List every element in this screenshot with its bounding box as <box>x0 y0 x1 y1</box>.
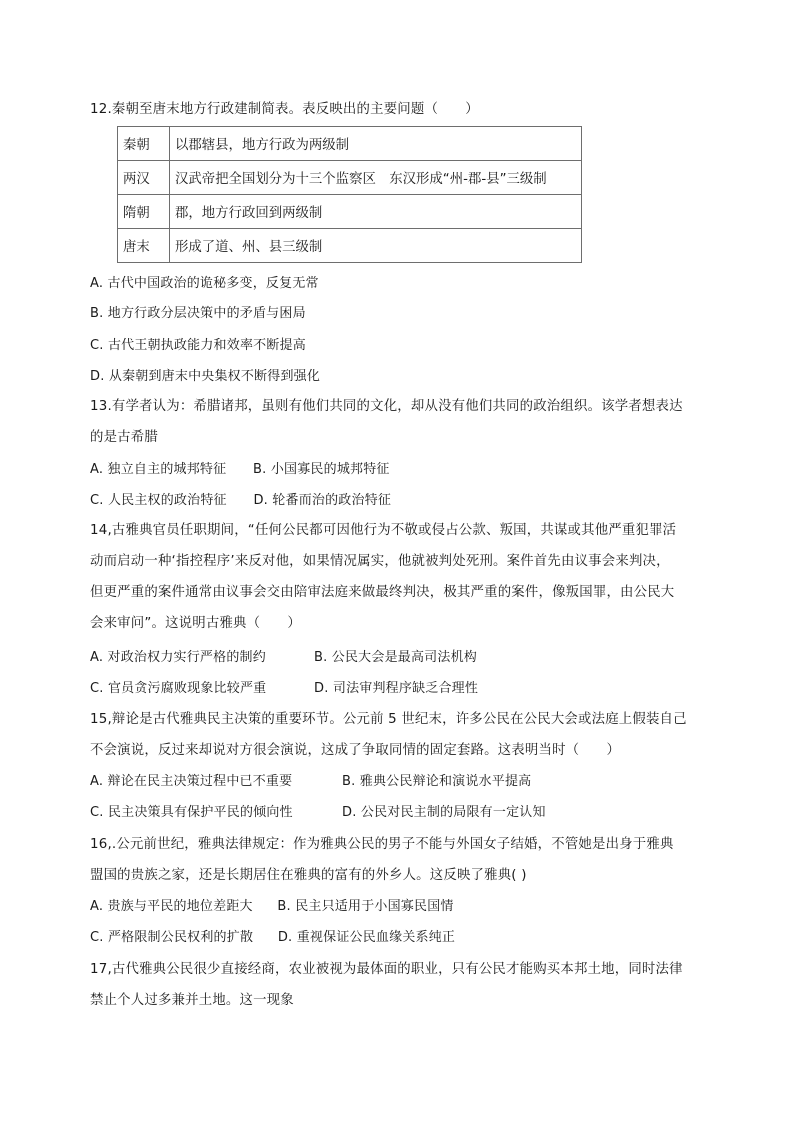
q12-option-a: A. 古代中国政治的诡秘多变，反复无常 <box>90 276 319 291</box>
q14-stem-line4: 会来审问”。这说明古雅典（ ） <box>90 616 301 631</box>
q12-option-d: D. 从秦朝到唐末中央集权不断得到强化 <box>90 369 321 384</box>
q14-option-b: B. 公民大会是最高司法机构 <box>314 650 477 665</box>
table-row <box>118 161 582 195</box>
table-row <box>118 127 582 161</box>
q15-options-row1 <box>90 773 531 791</box>
q15-options-row2 <box>90 804 546 822</box>
table-cell-desc: 汉武帝把全国划分为十三个监察区 东汉形成“州-郡-县”三级制 <box>170 161 582 195</box>
q16-option-d: D. 重视保证公民血缘关系纯正 <box>277 930 456 945</box>
q14-option-d: D. 司法审判程序缺乏合理性 <box>314 681 479 696</box>
q17-stem-line2: 禁止个人过多兼并土地。这一现象 <box>90 993 294 1008</box>
q13-option-b: B. 小国寡民的城邦特征 <box>253 462 390 477</box>
q16-option-a: A. 贵族与平民的地位差距大 <box>90 899 253 914</box>
q13-options-row2 <box>90 492 391 510</box>
q14-stem-line1: 14,古雅典官员任职期间，“任何公民都可因他行为不敬或侵占公款、叛国，共谋或其他严重犯罪活 <box>90 523 677 538</box>
q12-option-c: C. 古代王朝执政能力和效率不断提高 <box>90 338 306 353</box>
table-cell-dynasty: 隋朝 <box>118 195 170 229</box>
q15-option-a: A. 辩论在民主决策过程中已不重要 <box>90 774 293 789</box>
q16-option-c: C. 严格限制公民权利的扩散 <box>90 930 254 945</box>
q15-option-c: C. 民主决策具有保护平民的倾向性 <box>90 805 293 820</box>
table-cell-dynasty: 秦朝 <box>118 127 170 161</box>
table-row <box>118 195 582 229</box>
table-row <box>118 229 582 263</box>
q13-option-a: A. 独立自主的城邦特征 <box>90 462 227 477</box>
q12-stem: 12.秦朝至唐末地方行政建制简表。表反映出的主要问题（ ） <box>90 102 479 117</box>
table-cell-desc: 以郡辖县，地方行政为两级制 <box>170 127 582 161</box>
q13-stem-line2: 的是古希腊 <box>90 430 158 445</box>
q15-stem-line1: 15,辩论是古代雅典民主决策的重要环节。公元前 5 世纪末，许多公民在公民大会或法庭上假装自己 <box>90 712 687 727</box>
q14-options-row1 <box>90 649 477 667</box>
q13-option-d: D. 轮番而治的政治特征 <box>253 493 392 508</box>
q13-options-row1 <box>90 461 390 479</box>
q15-option-d: D. 公民对民主制的局限有一定认知 <box>342 805 546 820</box>
q12-option-b: B. 地方行政分层决策中的矛盾与困局 <box>90 306 306 321</box>
q16-stem-line1: 16,.公元前世纪，雅典法律规定：作为雅典公民的男子不能与外国女子结婚，不管她是出身于雅典 <box>90 837 674 852</box>
q14-option-a: A. 对政治权力实行严格的制约 <box>90 650 266 665</box>
q14-stem-line2: 动而启动一种‘指控程序’来反对他，如果情况属实，他就被判处死刑。案件首先由议事会来判决， <box>90 554 670 569</box>
table-cell-desc: 形成了道、州、县三级制 <box>170 229 582 263</box>
q14-option-c: C. 官员贪污腐败现象比较严重 <box>90 681 267 696</box>
table-cell-desc: 郡，地方行政回到两级制 <box>170 195 582 229</box>
q16-options-row1 <box>90 898 454 916</box>
q16-stem-line2: 盟国的贵族之家，还是长期居住在雅典的富有的外乡人。这反映了雅典( ) <box>90 868 527 883</box>
q13-stem-line1: 13.有学者认为：希腊诸邦，虽则有他们共同的文化，却从没有他们共同的政治组织。该学者想表达 <box>90 399 683 414</box>
q12-admin-table <box>117 126 582 263</box>
q14-stem-line3: 但更严重的案件通常由议事会交由陪审法庭来做最终判决，极其严重的案件，像叛国罪，由公民大 <box>90 585 675 600</box>
table-cell-dynasty: 两汉 <box>118 161 170 195</box>
table-cell-dynasty: 唐末 <box>118 229 170 263</box>
q14-options-row2 <box>90 680 478 698</box>
q15-option-b: B. 雅典公民辩论和演说水平提高 <box>342 774 532 789</box>
q16-option-b: B. 民主只适用于小国寡民国情 <box>277 899 454 914</box>
q13-option-c: C. 人民主权的政治特征 <box>90 493 227 508</box>
q15-stem-line2: 不会演说，反过来却说对方很会演说，这成了争取同情的固定套路。这表明当时（ ） <box>90 743 621 758</box>
q16-options-row2 <box>90 929 455 947</box>
q17-stem-line1: 17,古代雅典公民很少直接经商，农业被视为最体面的职业，只有公民才能购买本邦土地，同时法律 <box>90 962 683 977</box>
